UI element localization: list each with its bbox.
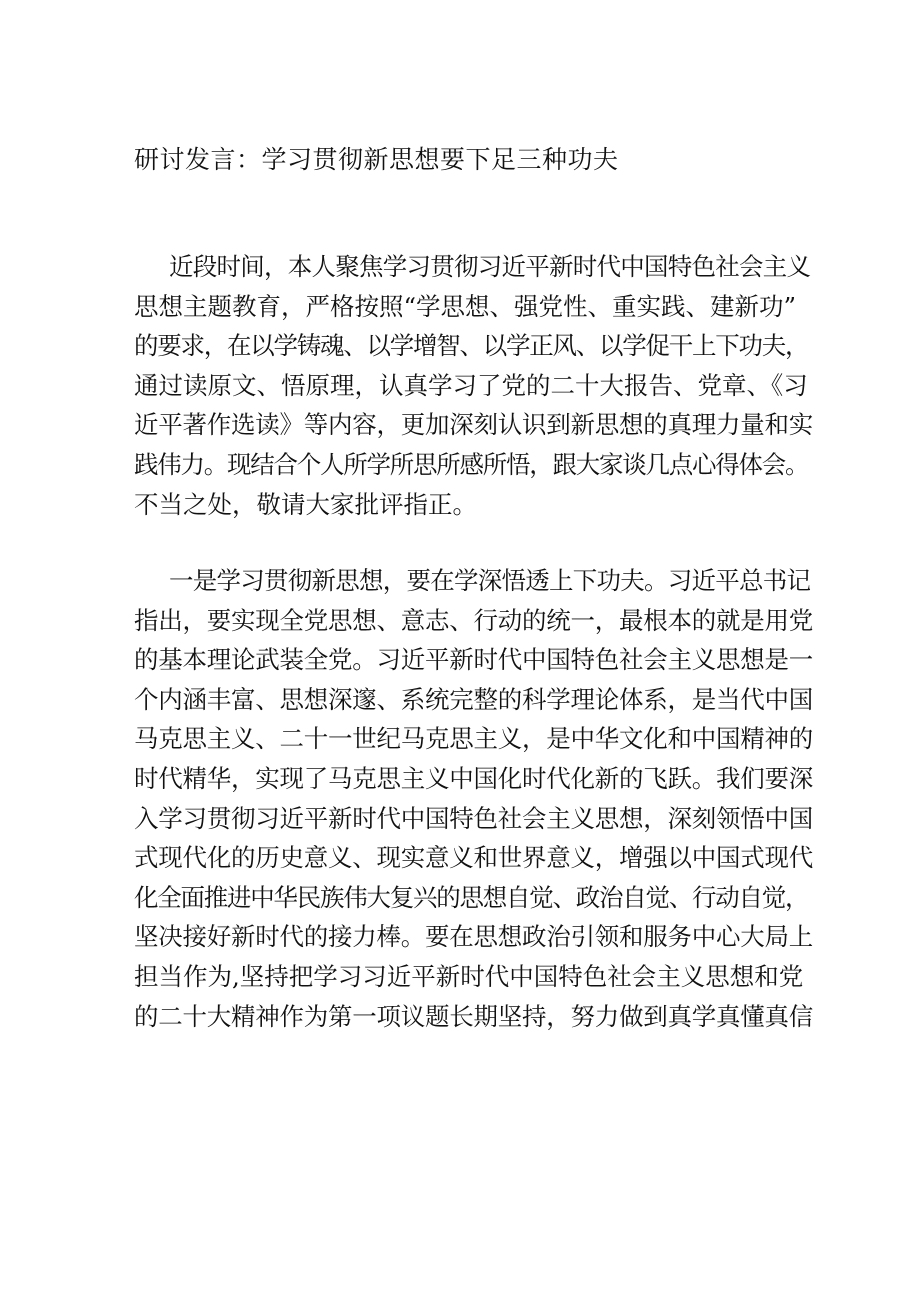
paragraph-line: 化全面推进中华民族伟大复兴的思想自觉、政治自觉、行动自觉，	[134, 882, 809, 912]
paragraph-line: 近段时间，本人聚焦学习贯彻习近平新时代中国特色社会主义	[169, 252, 811, 281]
paragraph-line: 近平著作选读》等内容，更加深刻认识到新思想的真理力量和实	[134, 410, 813, 440]
paragraph-line: 指出，要实现全党思想、意志、行动的统一，最根本的就是用党	[134, 605, 813, 635]
document-title: 研讨发言：学习贯彻新思想要下足三种功夫	[134, 145, 619, 174]
paragraph-line: 的基本理论武装全党。习近平新时代中国特色社会主义思想是一	[134, 645, 813, 675]
paragraph-line: 担当作为,坚持把学习习近平新时代中国特色社会主义思想和党	[134, 961, 804, 991]
intro-paragraph	[134, 247, 814, 524]
paragraph-line: 式现代化的历史意义、现实意义和世界意义，增强以中国式现代	[134, 843, 813, 873]
paragraph-line: 马克思主义、二十一世纪马克思主义，是中华文化和中国精神的	[134, 724, 813, 754]
paragraph-line: 通过读原文、悟原理，认真学习了党的二十大报告、党章、《习	[134, 370, 808, 400]
paragraph-line: 思想主题教育，严格按照“学思想、强党性、重实践、建新功”	[134, 291, 797, 321]
paragraph-line: 入学习贯彻习近平新时代中国特色社会主义思想，深刻领悟中国	[134, 803, 813, 833]
paragraph-line: 一是学习贯彻新思想，要在学深悟透上下功夫。习近平总书记	[169, 566, 811, 595]
paragraph-line: 不当之处，敬请大家批评指正。	[134, 489, 477, 519]
paragraph-line: 的二十大精神作为第一项议题长期坚持，努力做到真学真懂真信	[134, 1001, 813, 1031]
paragraph-line: 坚决接好新时代的接力棒。要在思想政治引领和服务中心大局上	[134, 922, 813, 952]
point-one-paragraph	[134, 561, 814, 1036]
paragraph-line: 时代精华，实现了马克思主义中国化时代化新的飞跃。我们要深	[134, 763, 813, 793]
paragraph-line: 践伟力。现结合个人所学所思所感所悟，跟大家谈几点心得体会。	[134, 449, 809, 479]
paragraph-line: 的要求，在以学铸魂、以学增智、以学正风、以学促干上下功夫，	[134, 331, 809, 361]
paragraph-line: 个内涵丰富、思想深邃、系统完整的科学理论体系，是当代中国	[134, 684, 813, 714]
